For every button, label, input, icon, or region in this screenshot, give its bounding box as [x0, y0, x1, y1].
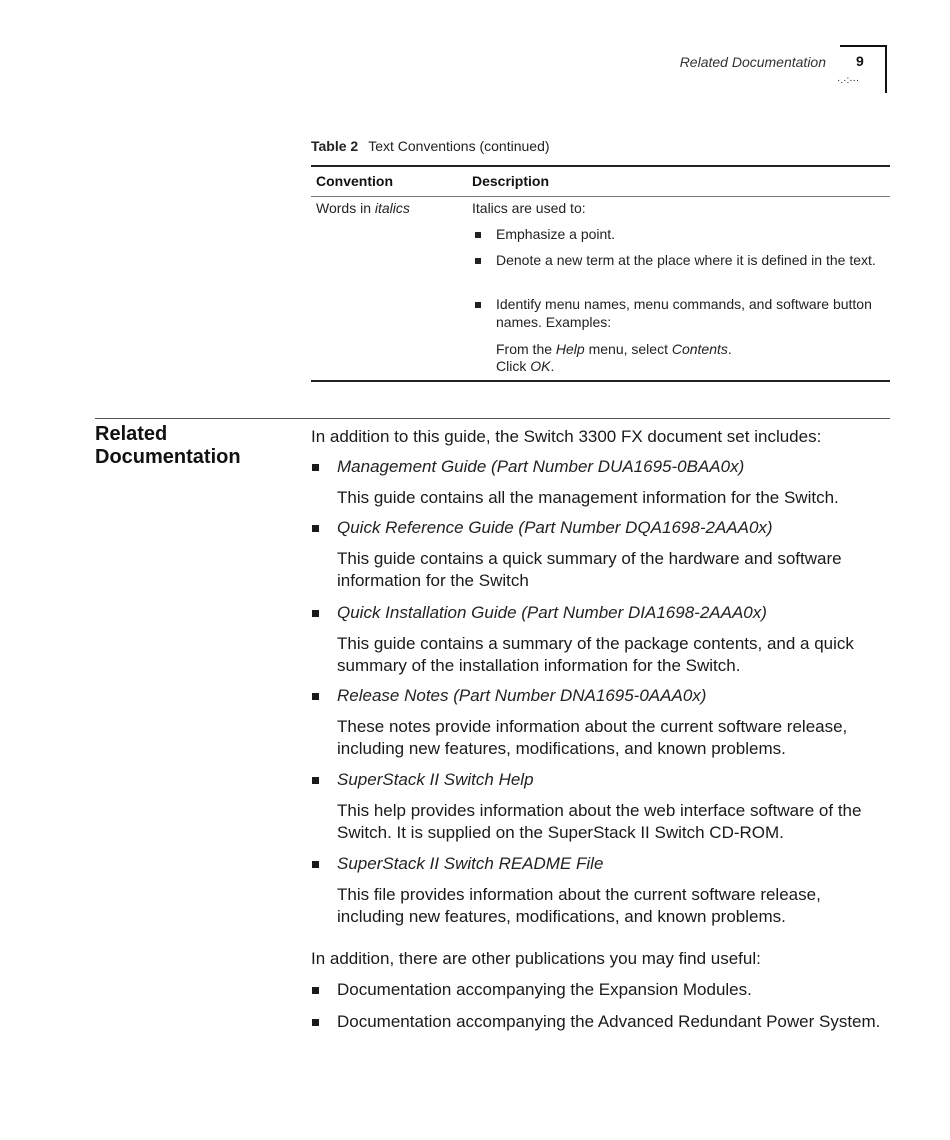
table-header-rule [311, 196, 890, 197]
doc-description-5: This help provides information about the web interface software of the Switch. It is supplied on the SuperStack II Switch CD-ROM. [337, 801, 862, 842]
table-bottom-rule [311, 380, 890, 382]
table-label: Table 2 [311, 138, 359, 154]
table-caption [311, 138, 550, 154]
other-item-1: Documentation accompanying the Expansion Modules. [337, 980, 752, 999]
doc-bullet-1 [312, 464, 319, 471]
doc-title-5: SuperStack II Switch Help [337, 770, 534, 789]
running-header-title: Related Documentation [679, 54, 826, 70]
table-caption-text: Text Conventions (continued) [368, 138, 550, 154]
other-publications-intro: In addition, there are other publications you may find useful: [311, 949, 761, 968]
table-item-1: Emphasize a point. [496, 226, 616, 242]
table-top-rule [311, 165, 890, 167]
page-number: 9 [856, 53, 864, 69]
example-2-a: Click [496, 358, 531, 374]
table-bullet-2 [475, 258, 481, 264]
table-header-convention: Convention [316, 173, 393, 189]
section-intro: In addition to this guide, the Switch 3300 FX document set includes: [311, 427, 822, 446]
doc-bullet-3 [312, 610, 319, 617]
example-1-e: . [727, 341, 732, 357]
doc-description-2: This guide contains a quick summary of the hardware and software information for the Switch [337, 549, 842, 590]
other-bullet-2 [312, 1019, 319, 1026]
table-bullet-1 [475, 232, 481, 238]
example-2-c: . [550, 358, 555, 374]
doc-title-6: SuperStack II Switch README File [337, 854, 604, 873]
table-example-line-2 [496, 357, 888, 375]
header-tab-top-rule [840, 45, 887, 47]
doc-description-3: This guide contains a summary of the package contents, and a quick summary of the installation information for the Switch. [337, 634, 854, 675]
section-heading-line-1: Related [95, 423, 168, 445]
doc-description-4: These notes provide information about the current software release, including new features, modifications, and known problems. [337, 717, 848, 758]
table-item-2: Denote a new term at the place where it is defined in the text. [496, 252, 876, 268]
example-1-b: Help [555, 341, 585, 357]
table-cell-convention [316, 199, 410, 217]
example-1-d: Contents [671, 341, 728, 357]
example-2-b: OK [530, 358, 551, 374]
section-rule [95, 418, 890, 419]
doc-bullet-2 [312, 525, 319, 532]
header-tab-side-rule [885, 45, 887, 93]
doc-description-1: This guide contains all the management information for the Switch. [337, 488, 839, 507]
header-dots-ornament: ·.·:··· [837, 75, 860, 86]
table-cell-intro: Italics are used to: [472, 200, 586, 216]
example-1-c: menu, select [584, 341, 672, 357]
doc-bullet-6 [312, 861, 319, 868]
table-example-line-1 [496, 340, 888, 358]
table-header-description: Description [472, 173, 550, 189]
table-item-3: Identify menu names, menu commands, and software button names. Examples: [496, 296, 872, 330]
doc-title-1: Management Guide (Part Number DUA1695-0BAA0x) [337, 457, 745, 476]
other-item-2: Documentation accompanying the Advanced Redundant Power System. [337, 1012, 881, 1031]
example-1-a: From the [496, 341, 556, 357]
section-heading [95, 423, 241, 469]
doc-bullet-4 [312, 693, 319, 700]
doc-title-4: Release Notes (Part Number DNA1695-0AAA0x) [337, 686, 707, 705]
convention-italic-word: italics [374, 200, 410, 216]
table-bullet-3 [475, 302, 481, 308]
doc-description-6: This file provides information about the current software release, including new features, modifications, and known problems. [337, 885, 821, 926]
doc-title-2: Quick Reference Guide (Part Number DQA1698-2AAA0x) [337, 518, 773, 537]
doc-title-3: Quick Installation Guide (Part Number DIA1698-2AAA0x) [337, 603, 767, 622]
doc-bullet-5 [312, 777, 319, 784]
section-heading-line-2: Documentation [95, 446, 241, 468]
convention-prefix: Words in [316, 200, 375, 216]
other-bullet-1 [312, 987, 319, 994]
